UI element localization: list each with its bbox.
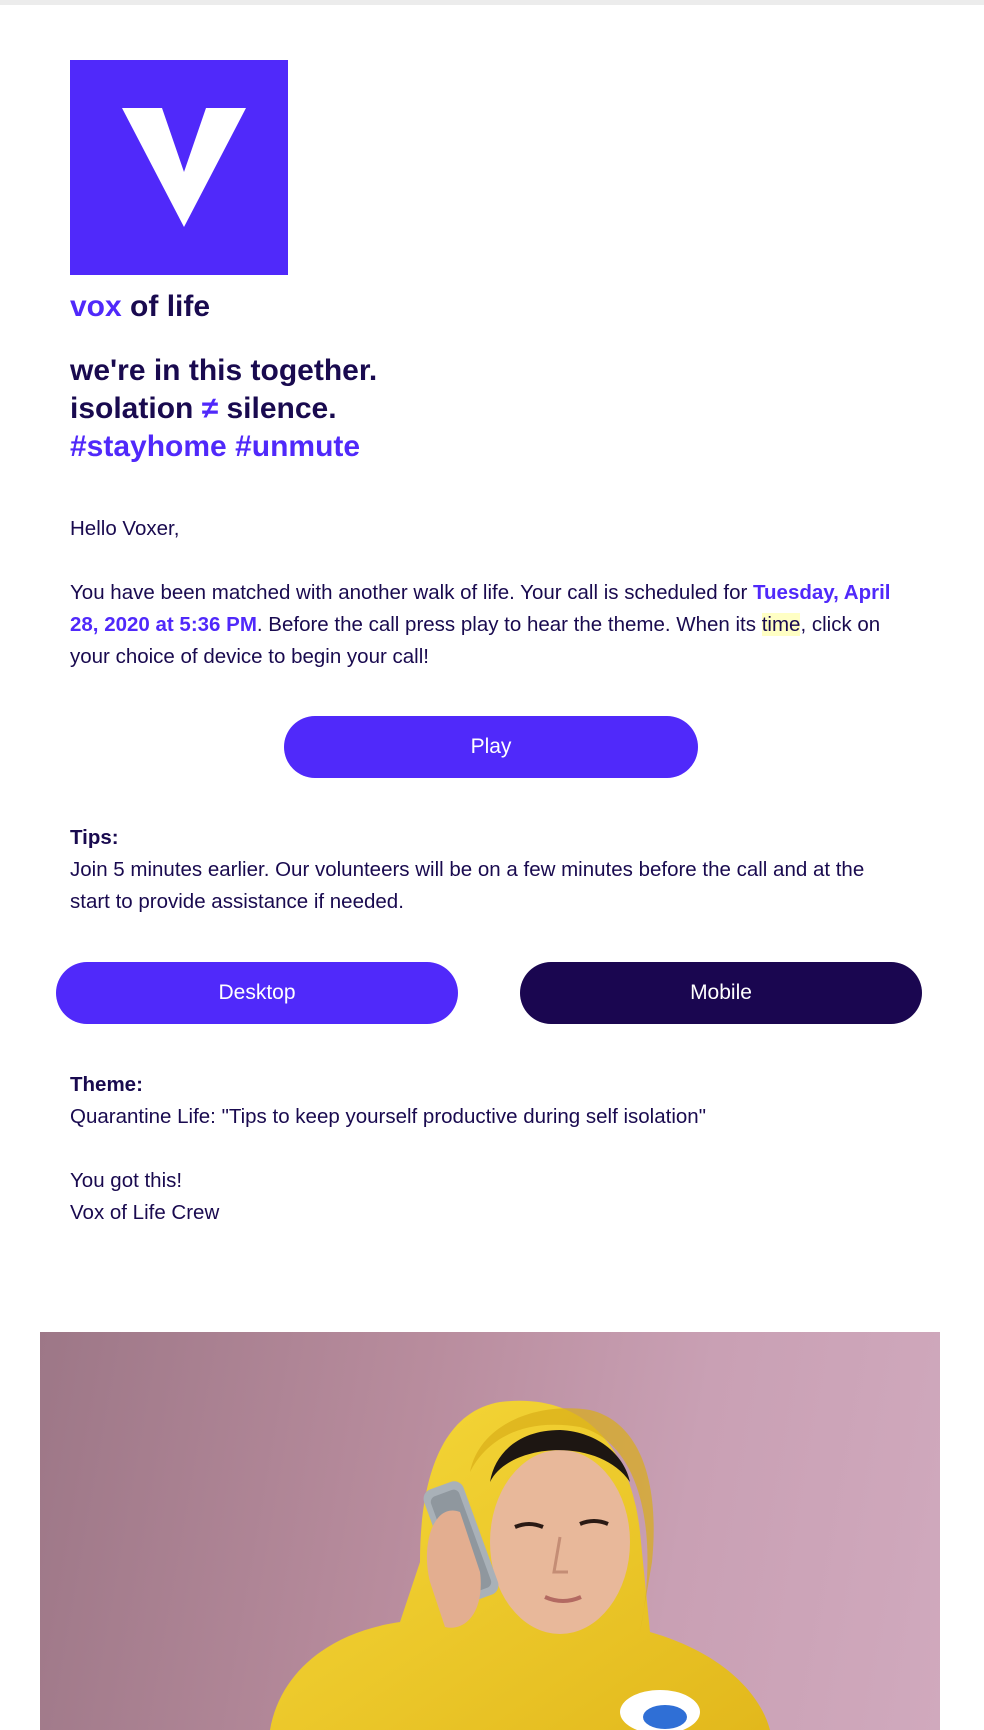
play-button[interactable]: Play bbox=[284, 716, 698, 778]
hero-photo bbox=[40, 1332, 940, 1730]
desktop-button[interactable]: Desktop bbox=[56, 962, 458, 1024]
headline-line-1: we're in this together. bbox=[70, 354, 378, 387]
theme-heading: Theme: bbox=[70, 1073, 143, 1096]
headline bbox=[70, 352, 377, 466]
tips-heading: Tips: bbox=[70, 826, 119, 849]
theme-text: Quarantine Life: "Tips to keep yourself productive during self isolation" bbox=[70, 1105, 706, 1128]
intro-text-3: , click on your choice of device to begin your call! bbox=[70, 613, 881, 668]
brand-name bbox=[70, 290, 210, 324]
scheduled-date: Tuesday, April 28, 2020 at 5:36 PM bbox=[70, 581, 891, 636]
tips-text: Join 5 minutes earlier. Our volunteers will be on a few minutes before the call and at the start to provide assistance if needed. bbox=[70, 858, 865, 913]
not-equal-symbol: ≠ bbox=[201, 392, 219, 425]
vox-logo bbox=[70, 60, 288, 275]
top-divider bbox=[0, 0, 984, 5]
highlighted-word: time bbox=[761, 613, 801, 636]
intro-text-2: . Before the call press play to hear the theme. When its bbox=[256, 613, 762, 636]
brand-name-rest: of life bbox=[121, 290, 211, 323]
signoff-line-2: Vox of Life Crew bbox=[70, 1201, 220, 1224]
headline-line-2 bbox=[70, 390, 377, 428]
mobile-button[interactable]: Mobile bbox=[520, 962, 922, 1024]
intro-text-1: You have been matched with another walk of life. Your call is scheduled for bbox=[70, 581, 754, 604]
brand-name-accent: vox bbox=[70, 290, 122, 323]
headline-line-2-start: isolation bbox=[70, 392, 202, 425]
person-on-phone-illustration bbox=[40, 1332, 940, 1730]
greeting: Hello Voxer, bbox=[70, 517, 180, 540]
signoff-line-1: You got this! bbox=[70, 1169, 183, 1192]
hashtags: #stayhome #unmute bbox=[70, 430, 361, 463]
headline-line-2-end: silence. bbox=[218, 392, 337, 425]
intro-paragraph bbox=[70, 577, 900, 673]
